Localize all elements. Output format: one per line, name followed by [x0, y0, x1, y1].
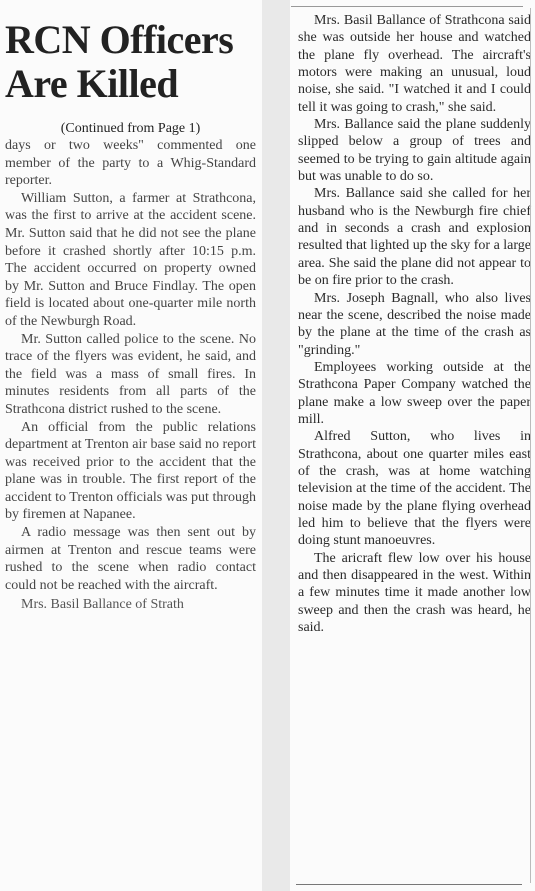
right-column: [290, 0, 535, 891]
column-divider: [530, 8, 531, 883]
column-gutter: [262, 0, 290, 891]
paragraph: days or two weeks" commented one member of the party to a Whig-Standard reporter.: [5, 138, 256, 189]
cut-off-line: Mrs. Basil Ballance of Strath: [21, 597, 184, 613]
bottom-rule: [296, 884, 522, 885]
paragraph: Mrs. Joseph Bagnall, who also lives near the scene, described the noise made by the plane at the time of the crash as "grinding.": [298, 290, 531, 358]
paragraph: Mr. Sutton called police to the scene. No trace of the flyers was evident, he said, and the field was a mass of small fires. In minutes residents from all parts of the Strathcona district rushed to the scene.: [5, 331, 256, 417]
paragraph: A radio message was then sent out by airmen at Trenton and rescue teams were rushed to the scene when radio contact could not be reached with the aircraft.: [5, 525, 256, 593]
paragraph: Mrs. Ballance said she called for her husband who is the Newburgh fire chief and in seconds a crash and explosion resulted that lighted up the sky for a large area. She said the plane did not appear to be on fire prior to the crash.: [298, 186, 532, 289]
paragraph: An official from the public relations department at Trenton air base said no report was received prior to the accident that the plane was in trouble. The first report of the accident to Trenton officials was put through by firemen at Napanee.: [5, 419, 256, 523]
paragraph: Alfred Sutton, who lives in Strathcona, about one quarter miles east of the crash, was at home watching television at the time of the accident. The noise made by the plane flying overhead led him to believe that the flyers were doing stunt manoeuvres.: [298, 429, 531, 549]
paragraph: The aricraft flew low over his house and then disappeared in the west. Within a few minutes time it made another low sweep and then the crash was heard, he said.: [298, 550, 531, 636]
paragraph: Employees working outside at the Strathcona Paper Company watched the plane make a low sweep over the paper mill.: [298, 359, 531, 427]
paragraph: William Sutton, a farmer at Strathcona, was the first to arrive at the accident scene. Mr. Sutton said that he did not see the plane before it crashed shortly after 10:15 p.m. The accident occurred on property owned by Mr. Sutton and Bruce Findlay. The open field is located about one-quarter mile north of the Newburgh Road.: [5, 190, 256, 329]
paragraph: Mrs. Ballance said the plane suddenly slipped below a group of trees and seemed to be trying to gain altitude again but was unable to do so.: [298, 117, 531, 185]
headline: RCN Officers Are Killed: [5, 17, 234, 106]
continued-notice: (Continued from Page 1): [60, 121, 201, 136]
paragraph: Mrs. Basil Ballance of Strathcona said she was outside her house and watched the plane fly overhead. The aircraft's motors were making an unusual, loud noise, she said. "I watched it and I could tell it was going to crash," she said.: [298, 13, 531, 115]
left-column: [0, 0, 262, 891]
top-rule: [291, 6, 523, 7]
